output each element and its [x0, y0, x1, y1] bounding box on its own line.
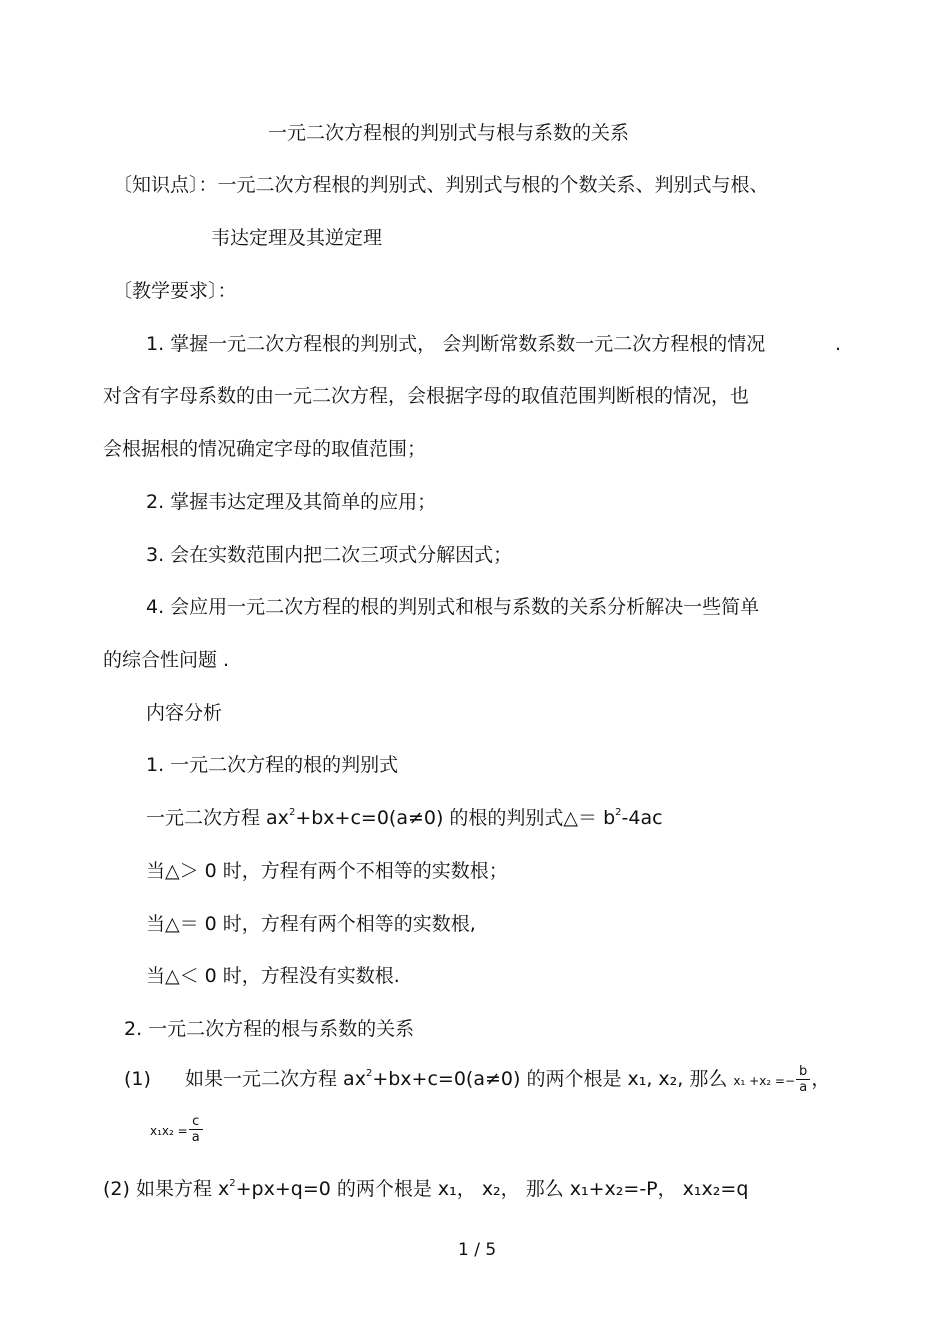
point-2-text-a: (2) 如果方程 x — [103, 1178, 230, 1200]
discriminant-prefix: 一元二次方程 ax — [146, 807, 289, 829]
product-fraction — [189, 1114, 203, 1145]
case-zero: 当△＝ 0 时，方程有两个相等的实数根, — [146, 913, 476, 935]
sum-of-roots-lhs: x₁ +x₂ =− — [733, 1074, 796, 1088]
section-2-heading: 2. 一元二次方程的根与系数的关系 — [124, 1018, 415, 1040]
section-1-heading: 1. 一元二次方程的根的判别式 — [146, 754, 399, 776]
knowledge-points-line-2: 韦达定理及其逆定理 — [211, 227, 383, 249]
point-1-text-b: +bx+c=0(a≠0) 的两个根是 x₁, x₂, 那么 — [372, 1068, 728, 1090]
fraction-denominator: a — [799, 1080, 808, 1095]
vieta-point-1 — [124, 1064, 830, 1095]
knowledge-points-line-1: 〔知识点〕：一元二次方程根的判别式、判别式与根的个数关系、判别式与根、 — [113, 174, 769, 196]
analysis-heading: 内容分析 — [146, 702, 223, 724]
requirement-1-period: . — [835, 333, 842, 355]
superscript-2: 2 — [365, 1068, 373, 1079]
page-number: 1 / 5 — [458, 1240, 497, 1260]
case-negative: 当△＜ 0 时，方程没有实数根. — [146, 965, 400, 987]
superscript-2: 2 — [288, 807, 296, 818]
requirements-heading: 〔教学要求〕： — [113, 280, 237, 302]
superscript-2: 2 — [615, 807, 622, 818]
case-positive: 当△＞ 0 时，方程有两个不相等的实数根； — [146, 860, 508, 882]
discriminant-middle: +bx+c=0(a≠0) 的根的判别式△＝ b — [295, 807, 616, 829]
point-1-label: (1) — [124, 1068, 151, 1090]
discriminant-formula — [146, 805, 663, 831]
discriminant-end: -4ac — [621, 807, 663, 829]
requirement-4-line-2: 的综合性问题 . — [103, 649, 230, 671]
product-of-roots — [150, 1114, 204, 1145]
product-lhs: x₁x₂ = — [150, 1124, 188, 1138]
requirement-1-line-3: 会根据根的情况确定字母的取值范围； — [103, 438, 427, 460]
vieta-point-2 — [103, 1176, 748, 1202]
comma: ， — [811, 1068, 831, 1090]
superscript-2: 2 — [229, 1178, 236, 1189]
requirement-1-line-1: 1. 掌握一元二次方程根的判别式， 会判断常数系数一元二次方程根的情况 — [146, 333, 766, 355]
page-title: 一元二次方程根的判别式与根与系数的关系 — [268, 122, 630, 144]
point-2-text-b: +px+q=0 的两个根是 x₁， x₂， 那么 x₁+x₂=-P， x₁x₂=q — [235, 1178, 749, 1200]
requirement-2: 2. 掌握韦达定理及其简单的应用； — [146, 491, 437, 513]
requirement-3: 3. 会在实数范围内把二次三项式分解因式； — [146, 544, 513, 566]
requirement-1-line-2: 对含有字母系数的由一元二次方程，会根据字母的取值范围判断根的情况，也 — [103, 385, 750, 407]
fraction-numerator: c — [189, 1114, 203, 1130]
sum-fraction — [796, 1064, 810, 1095]
fraction-denominator: a — [191, 1130, 200, 1145]
requirement-4-line-1: 4. 会应用一元二次方程的根的判别式和根与系数的关系分析解决一些简单 — [146, 596, 760, 618]
fraction-numerator: b — [796, 1064, 810, 1080]
point-1-text-a: 如果一元二次方程 ax — [185, 1068, 366, 1090]
